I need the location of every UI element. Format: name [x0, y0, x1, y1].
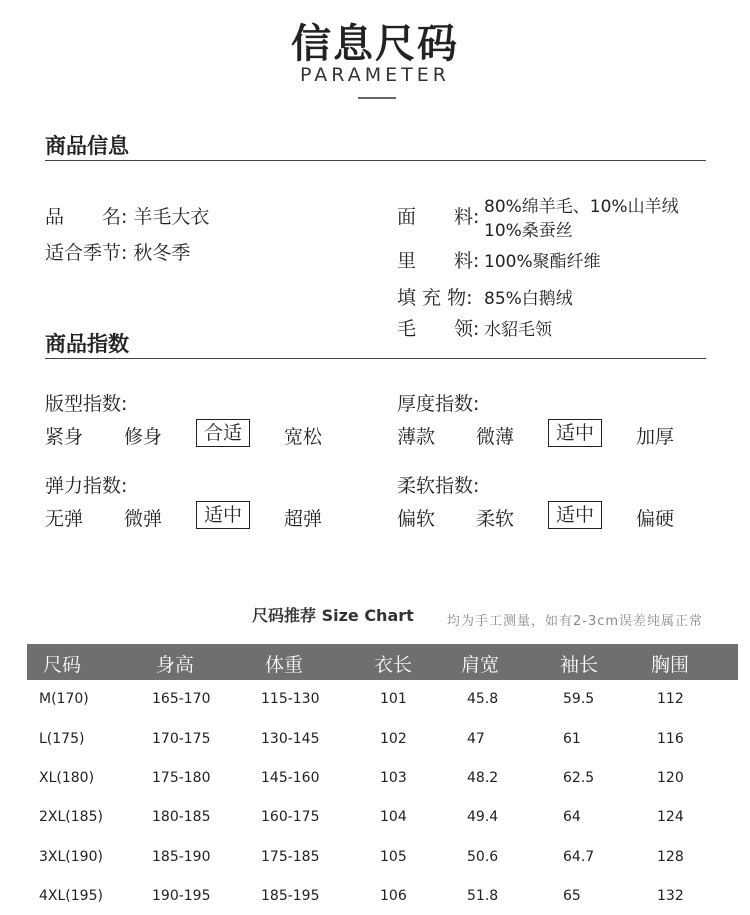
- table-header-cell: 身高: [156, 654, 195, 676]
- table-cell: 175-185: [261, 849, 320, 865]
- info-collar-label: 毛 领:: [397, 318, 480, 340]
- info-value: 羊毛大衣: [133, 206, 210, 228]
- table-cell: 180-185: [152, 809, 211, 825]
- softness-option: 柔软: [476, 508, 515, 530]
- info-label: 适合季节:: [45, 242, 128, 264]
- table-cell: 51.8: [467, 888, 499, 904]
- info-collar-value: 水貂毛领: [484, 320, 552, 340]
- table-cell: 2XL(185): [39, 809, 103, 825]
- fit-option: 修身: [124, 426, 163, 448]
- table-cell: 45.8: [467, 691, 499, 707]
- thickness-option: 薄款: [397, 426, 436, 448]
- softness-index-label: 柔软指数:: [397, 475, 480, 497]
- table-cell: 106: [380, 888, 407, 904]
- table-cell: 175-180: [152, 770, 211, 786]
- table-header-cell: 袖长: [560, 654, 599, 676]
- table-cell: 185-195: [261, 888, 320, 904]
- info-lining-value: 100%聚酯纤维: [484, 252, 601, 272]
- elasticity-option-selected: 适中: [196, 501, 250, 529]
- info-label: 品 名:: [45, 206, 128, 228]
- fit-option: 紧身: [45, 426, 84, 448]
- elasticity-option: 无弹: [45, 508, 84, 530]
- product-info-divider: [45, 160, 706, 161]
- info-fabric-label: 面 料:: [397, 206, 480, 228]
- page-title: 信息尺码: [291, 21, 459, 67]
- softness-option-selected: 适中: [548, 501, 602, 529]
- table-cell: 61: [563, 731, 581, 747]
- page-subtitle: PARAMETER: [300, 64, 450, 86]
- table-cell: 49.4: [467, 809, 499, 825]
- table-cell: M(170): [39, 691, 89, 707]
- table-header-cell: 胸围: [651, 654, 690, 676]
- thickness-option: 微薄: [476, 426, 515, 448]
- table-header-cell: 尺码: [43, 654, 82, 676]
- table-cell: 62.5: [563, 770, 595, 786]
- table-cell: 120: [657, 770, 684, 786]
- info-filling-value: 85%白鹅绒: [484, 289, 573, 309]
- product-info-heading: 商品信息: [45, 134, 129, 158]
- table-cell: 115-130: [261, 691, 320, 707]
- info-value: 秋冬季: [133, 242, 191, 264]
- table-cell: 165-170: [152, 691, 211, 707]
- elasticity-index-label: 弹力指数:: [45, 475, 128, 497]
- info-name-row: [45, 202, 209, 229]
- table-cell: 104: [380, 809, 407, 825]
- size-chart-title: 尺码推荐 Size Chart: [252, 606, 414, 625]
- size-chart-note: 均为手工测量，如有2-3cm误差纯属正常: [447, 614, 704, 629]
- table-cell: 145-160: [261, 770, 320, 786]
- table-cell: XL(180): [39, 770, 95, 786]
- table-cell: 190-195: [152, 888, 211, 904]
- fit-option: 宽松: [284, 426, 323, 448]
- info-lining-label: 里 料:: [397, 250, 480, 272]
- product-index-divider: [45, 358, 706, 359]
- table-cell: 59.5: [563, 691, 595, 707]
- table-header-cell: 肩宽: [461, 654, 500, 676]
- fit-index-label: 版型指数:: [45, 393, 128, 415]
- title-divider: [358, 97, 396, 99]
- info-fabric-value: 80%绵羊毛、10%山羊绒: [484, 197, 679, 217]
- thickness-option-selected: 适中: [548, 419, 602, 447]
- table-header-cell: 体重: [265, 654, 304, 676]
- table-cell: 170-175: [152, 731, 211, 747]
- thickness-index-label: 厚度指数:: [397, 393, 480, 415]
- thickness-option: 加厚: [636, 426, 675, 448]
- table-cell: 48.2: [467, 770, 499, 786]
- product-index-heading: 商品指数: [45, 332, 129, 356]
- softness-option: 偏硬: [636, 508, 675, 530]
- info-season-row: [45, 238, 190, 265]
- elasticity-option: 微弹: [124, 508, 163, 530]
- table-header-cell: 衣长: [374, 654, 413, 676]
- table-cell: 105: [380, 849, 407, 865]
- table-cell: 4XL(195): [39, 888, 103, 904]
- table-cell: 132: [657, 888, 684, 904]
- softness-option: 偏软: [397, 508, 436, 530]
- table-cell: 130-145: [261, 731, 320, 747]
- table-cell: 65: [563, 888, 581, 904]
- fit-option-selected: 合适: [196, 419, 250, 447]
- table-cell: 50.6: [467, 849, 499, 865]
- table-cell: 101: [380, 691, 407, 707]
- table-cell: L(175): [39, 731, 85, 747]
- table-cell: 64: [563, 809, 581, 825]
- table-cell: 116: [657, 731, 684, 747]
- info-fabric-value-2: 10%桑蚕丝: [484, 221, 573, 241]
- table-cell: 112: [657, 691, 684, 707]
- table-cell: 47: [467, 731, 485, 747]
- table-cell: 3XL(190): [39, 849, 103, 865]
- info-filling-label: 填 充 物:: [397, 287, 473, 309]
- table-cell: 124: [657, 809, 684, 825]
- table-cell: 160-175: [261, 809, 320, 825]
- table-cell: 103: [380, 770, 407, 786]
- table-cell: 64.7: [563, 849, 595, 865]
- table-cell: 128: [657, 849, 684, 865]
- table-cell: 185-190: [152, 849, 211, 865]
- elasticity-option: 超弹: [284, 508, 323, 530]
- table-cell: 102: [380, 731, 407, 747]
